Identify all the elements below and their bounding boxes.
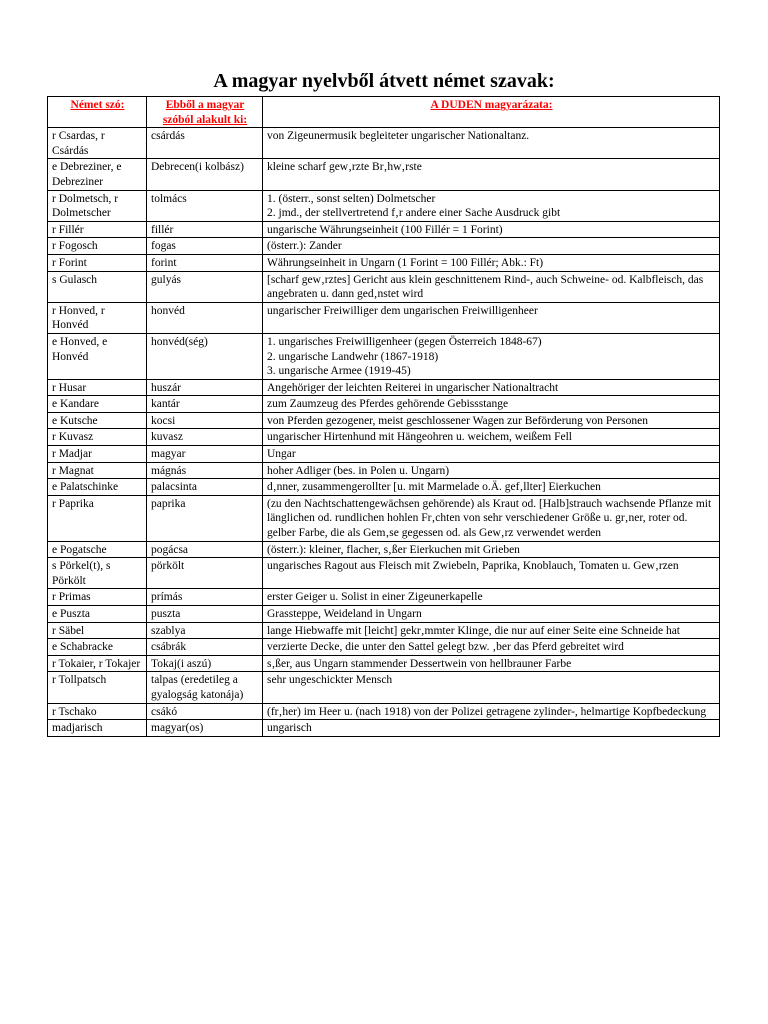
cell-hungarian-origin: mágnás — [147, 462, 263, 479]
cell-german-word: r Paprika — [48, 495, 147, 541]
header-hungarian-origin: Ebből a magyar szóból alakult ki: — [147, 97, 263, 128]
cell-german-word: r Husar — [48, 379, 147, 396]
cell-hungarian-origin: csákó — [147, 703, 263, 720]
table-row — [48, 479, 720, 496]
cell-german-word: r Primas — [48, 589, 147, 606]
cell-german-word: e Palatschinke — [48, 479, 147, 496]
cell-duden-explanation: Ungar — [263, 446, 720, 463]
cell-duden-explanation: (österr.): kleiner, flacher, s‚ßer Eierkuchen mit Grieben — [263, 541, 720, 558]
cell-hungarian-origin: prímás — [147, 589, 263, 606]
cell-german-word: r Forint — [48, 254, 147, 271]
table-row — [48, 333, 720, 379]
cell-german-word: e Schabracke — [48, 639, 147, 656]
table-row — [48, 589, 720, 606]
cell-duden-explanation: ungarischer Freiwilliger dem ungarischen Freiwilligenheer — [263, 302, 720, 333]
cell-german-word: e Honved, e Honvéd — [48, 333, 147, 379]
cell-hungarian-origin: kuvasz — [147, 429, 263, 446]
cell-german-word: s Gulasch — [48, 271, 147, 302]
cell-german-word: r Fogosch — [48, 238, 147, 255]
table-row — [48, 429, 720, 446]
cell-german-word: e Debreziner, e Debreziner — [48, 159, 147, 190]
cell-hungarian-origin: magyar(os) — [147, 720, 263, 737]
cell-duden-explanation: 1. (österr., sonst selten) Dolmetscher 2. jmd., der stellvertretend f‚r andere einer Sache Ausdruck gibt — [263, 190, 720, 221]
cell-hungarian-origin: puszta — [147, 606, 263, 623]
header-german-word: Német szó: — [48, 97, 147, 128]
cell-duden-explanation: (österr.): Zander — [263, 238, 720, 255]
table-row — [48, 238, 720, 255]
cell-hungarian-origin: Debrecen(i kolbász) — [147, 159, 263, 190]
cell-german-word: r Dolmetsch, r Dolmetscher — [48, 190, 147, 221]
cell-hungarian-origin: forint — [147, 254, 263, 271]
cell-duden-explanation: hoher Adliger (bes. in Polen u. Ungarn) — [263, 462, 720, 479]
document-title: A magyar nyelvből átvett német szavak: — [213, 70, 555, 92]
cell-hungarian-origin: huszár — [147, 379, 263, 396]
table-row — [48, 606, 720, 623]
table-row — [48, 462, 720, 479]
cell-hungarian-origin: talpas (eredetileg a gyalogság katonája) — [147, 672, 263, 703]
cell-hungarian-origin: honvéd — [147, 302, 263, 333]
table-row — [48, 446, 720, 463]
cell-duden-explanation: 1. ungarisches Freiwilligenheer (gegen Österreich 1848-67) 2. ungarische Landwehr (1867-1918) 3. ungarische Armee (1919-45) — [263, 333, 720, 379]
cell-german-word: r Tollpatsch — [48, 672, 147, 703]
cell-german-word: r Kuvasz — [48, 429, 147, 446]
cell-hungarian-origin: csárdás — [147, 128, 263, 159]
cell-duden-explanation: ungarische Währungseinheit (100 Fillér = 1 Forint) — [263, 221, 720, 238]
table-row — [48, 495, 720, 541]
cell-duden-explanation: verzierte Decke, die unter den Sattel gelegt bzw. ‚ber das Pferd gebreitet wird — [263, 639, 720, 656]
cell-german-word: s Pörkel(t), s Pörkölt — [48, 558, 147, 589]
table-row — [48, 302, 720, 333]
cell-hungarian-origin: fillér — [147, 221, 263, 238]
cell-hungarian-origin: pogácsa — [147, 541, 263, 558]
cell-duden-explanation: Währungseinheit in Ungarn (1 Forint = 100 Fillér; Abk.: Ft) — [263, 254, 720, 271]
cell-duden-explanation: ungarischer Hirtenhund mit Hängeohren u. weichem, weißem Fell — [263, 429, 720, 446]
cell-duden-explanation: ungarisches Ragout aus Fleisch mit Zwiebeln, Paprika, Knoblauch, Tomaten u. Gew‚rzen — [263, 558, 720, 589]
cell-hungarian-origin: paprika — [147, 495, 263, 541]
table-row — [48, 672, 720, 703]
table-row — [48, 221, 720, 238]
cell-duden-explanation: von Pferden gezogener, meist geschlossener Wagen zur Beförderung von Personen — [263, 412, 720, 429]
cell-duden-explanation: kleine scharf gew‚rzte Br‚hw‚rste — [263, 159, 720, 190]
table-row — [48, 703, 720, 720]
cell-hungarian-origin: fogas — [147, 238, 263, 255]
table-row — [48, 412, 720, 429]
table-row — [48, 159, 720, 190]
table-row — [48, 379, 720, 396]
cell-german-word: r Tokaier, r Tokajer — [48, 655, 147, 672]
table-row — [48, 271, 720, 302]
cell-german-word: r Säbel — [48, 622, 147, 639]
table-row — [48, 639, 720, 656]
table-row — [48, 541, 720, 558]
cell-hungarian-origin: magyar — [147, 446, 263, 463]
cell-duden-explanation: [scharf gew‚rztes] Gericht aus klein geschnittenem Rind-, auch Schweine- od. Kalbfleisch, das angebraten u. dann ged‚nstet wird — [263, 271, 720, 302]
table-row — [48, 190, 720, 221]
cell-hungarian-origin: tolmács — [147, 190, 263, 221]
cell-duden-explanation: zum Zaumzeug des Pferdes gehörende Gebissstange — [263, 396, 720, 413]
table-row — [48, 720, 720, 737]
cell-german-word: r Honved, r Honvéd — [48, 302, 147, 333]
table-row — [48, 396, 720, 413]
cell-hungarian-origin: szablya — [147, 622, 263, 639]
cell-duden-explanation: erster Geiger u. Solist in einer Zigeunerkapelle — [263, 589, 720, 606]
cell-duden-explanation: (fr‚her) im Heer u. (nach 1918) von der Polizei getragene zylinder-, helmartige Kopfbedeckung — [263, 703, 720, 720]
table-row — [48, 128, 720, 159]
cell-duden-explanation: Grassteppe, Weideland in Ungarn — [263, 606, 720, 623]
cell-duden-explanation: Angehöriger der leichten Reiterei in ungarischer Nationaltracht — [263, 379, 720, 396]
cell-hungarian-origin: kocsi — [147, 412, 263, 429]
cell-german-word: e Kutsche — [48, 412, 147, 429]
cell-duden-explanation: d‚nner, zusammengerollter [u. mit Marmelade o.Ä. gef‚llter] Eierkuchen — [263, 479, 720, 496]
cell-hungarian-origin: pörkölt — [147, 558, 263, 589]
cell-duden-explanation: von Zigeunermusik begleiteter ungarischer Nationaltanz. — [263, 128, 720, 159]
cell-german-word: e Kandare — [48, 396, 147, 413]
cell-duden-explanation: (zu den Nachtschattengewächsen gehörende) als Kraut od. [Halb]strauch wachsende Pflanze mit länglichen od. rundlichen hohlen Fr‚chten von sehr verschiedener Größe u. gr‚ner, roter od. gelber Farbe, die als Gem‚se gegessen od. als Gew‚rz verwendet werden — [263, 495, 720, 541]
table-row — [48, 558, 720, 589]
cell-duden-explanation: lange Hiebwaffe mit [leicht] gekr‚mmter Klinge, die nur auf einer Seite eine Schneide hat — [263, 622, 720, 639]
cell-duden-explanation: sehr ungeschickter Mensch — [263, 672, 720, 703]
cell-duden-explanation: ungarisch — [263, 720, 720, 737]
cell-german-word: r Madjar — [48, 446, 147, 463]
table-row — [48, 622, 720, 639]
cell-hungarian-origin: csábrák — [147, 639, 263, 656]
header-duden-explanation: A DUDEN magyarázata: — [263, 97, 720, 128]
table-header-row — [48, 97, 720, 128]
cell-hungarian-origin: Tokaj(i aszú) — [147, 655, 263, 672]
table-row — [48, 655, 720, 672]
cell-german-word: madjarisch — [48, 720, 147, 737]
table-row — [48, 254, 720, 271]
cell-german-word: r Fillér — [48, 221, 147, 238]
cell-german-word: r Magnat — [48, 462, 147, 479]
cell-hungarian-origin: honvéd(ség) — [147, 333, 263, 379]
vocabulary-table — [47, 96, 720, 737]
cell-hungarian-origin: gulyás — [147, 271, 263, 302]
cell-hungarian-origin: kantár — [147, 396, 263, 413]
cell-duden-explanation: s‚ßer, aus Ungarn stammender Dessertwein von hellbrauner Farbe — [263, 655, 720, 672]
cell-german-word: e Pogatsche — [48, 541, 147, 558]
cell-german-word: e Puszta — [48, 606, 147, 623]
cell-hungarian-origin: palacsinta — [147, 479, 263, 496]
cell-german-word: r Tschako — [48, 703, 147, 720]
cell-german-word: r Csardas, r Csárdás — [48, 128, 147, 159]
